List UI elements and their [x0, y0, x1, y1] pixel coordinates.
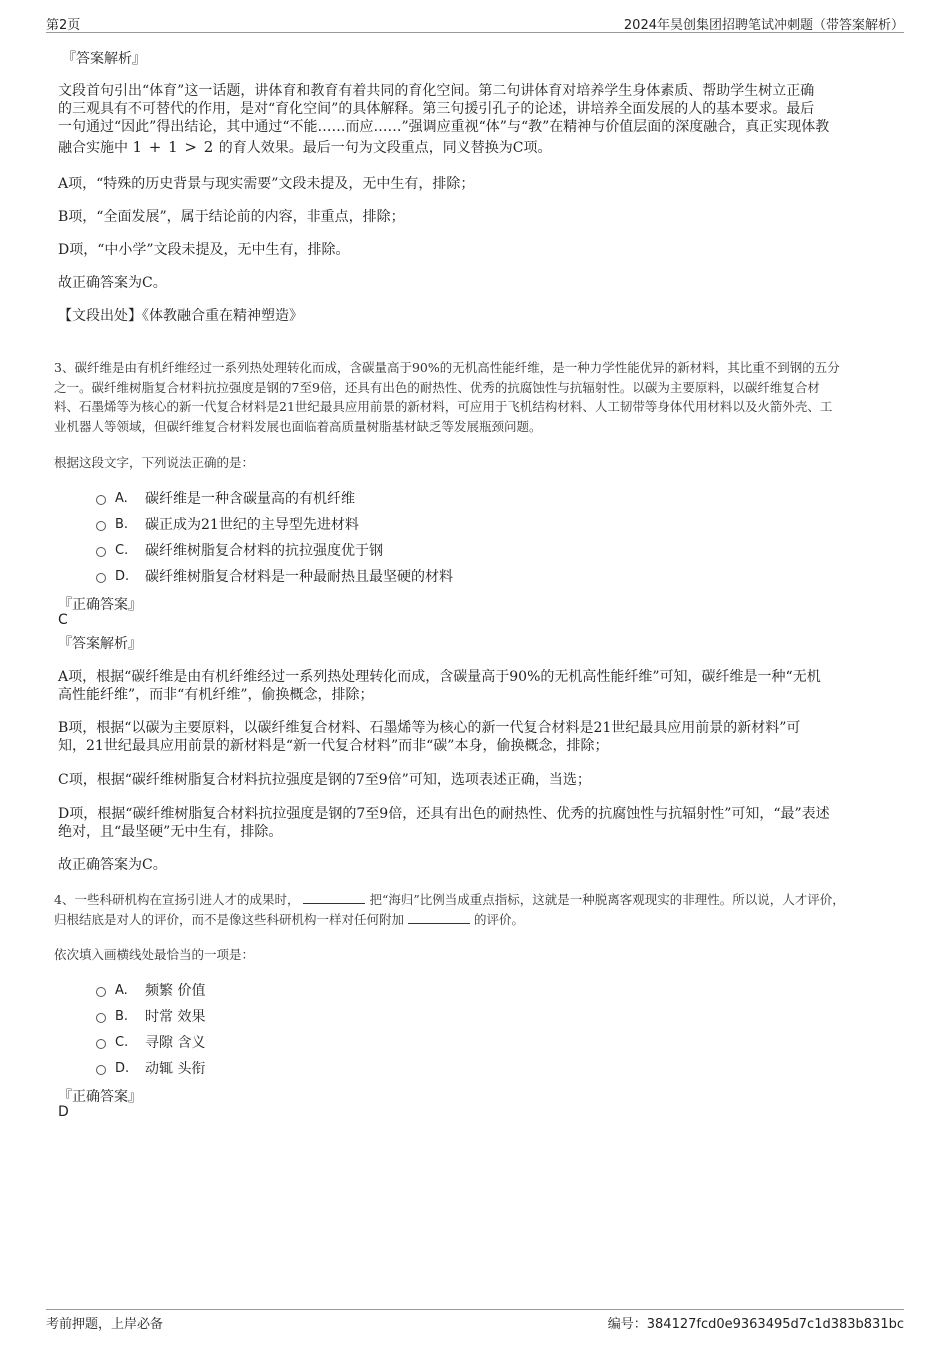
- q3-analysis-label: 『答案解析』: [58, 636, 142, 652]
- q2-conclusion: 故正确答案为C。: [58, 275, 167, 291]
- q4-text: 归根结底是对人的评价，而不是像这些科研机构一样对任何附加: [54, 911, 405, 927]
- option-letter: D.: [115, 1060, 130, 1076]
- footer-divider: [46, 1309, 904, 1310]
- q3-prompt: 根据这段文字，下列说法正确的是：: [54, 455, 255, 470]
- radio-icon[interactable]: [96, 1039, 106, 1049]
- q3-stem-line: 业机器人等领域，但碳纤维复合材料发展也面临着高质量树脂基材缺乏等发展瓶颈问题。: [54, 418, 542, 434]
- option-text: 动辄 头衔: [145, 1061, 206, 1077]
- q3-conclusion: 故正确答案为C。: [58, 857, 167, 873]
- q4-text: 的评价。: [473, 911, 524, 927]
- q2-source: 【文段出处】《体教融合重在精神塑造》: [58, 308, 303, 324]
- analysis-line: A项，根据“碳纤维是由有机纤维经过一系列热处理转化而成，含碳量高于90%的无机高性能纤维”可知，碳纤维是一种“无机: [58, 669, 821, 685]
- option-letter: A.: [115, 490, 128, 506]
- q3-analysis-b: [58, 719, 800, 755]
- q4-stem-line: [54, 910, 845, 930]
- radio-icon[interactable]: [96, 495, 106, 505]
- q2-analysis-line: 文段首句引出“体育”这一话题，讲体育和教育有着共同的育化空间。第二句讲体育对培养学生身体素质、帮助学生树立正确: [58, 83, 815, 99]
- q4-answer-label: 『正确答案』: [58, 1089, 142, 1105]
- q3-stem-line: 3、碳纤维是由有机纤维经过一系列热处理转化而成，含碳量高于90%的无机高性能纤维，是一种力学性能优异的新材料，其比重不到钢的五分: [54, 360, 840, 375]
- q4-option-c[interactable]: [96, 1032, 205, 1052]
- q4-option-d[interactable]: [96, 1058, 205, 1078]
- radio-icon[interactable]: [96, 1065, 106, 1075]
- q3-option-b[interactable]: [96, 514, 359, 534]
- option-letter: A.: [115, 982, 128, 998]
- q3-answer-label: 『正确答案』: [58, 597, 142, 613]
- analysis-line: 绝对，且“最坚硬”无中生有，排除。: [58, 824, 283, 840]
- radio-icon[interactable]: [96, 573, 106, 583]
- q2-text-after-math: 的育人效果。最后一句为文段重点，同义替换为C项。: [218, 140, 552, 156]
- option-text: 碳纤维是一种含碳量高的有机纤维: [145, 491, 355, 507]
- q4-option-b[interactable]: [96, 1006, 205, 1026]
- q2-analysis-line: 的三观具有不可替代的作用，是对“育化空间”的具体解释。第三句援引孔子的论述，讲培养全面发展的人的基本要求。最后: [58, 101, 815, 117]
- option-letter: C.: [115, 1034, 129, 1050]
- footer-slogan: 考前押题，上岸必备: [46, 1317, 164, 1332]
- q4-text: 把“海归”比例当成重点指标，这就是一种脱离客观现实的非理性。所以说，人才评价，: [369, 892, 845, 907]
- fill-blank[interactable]: [408, 912, 470, 924]
- q3-analysis-c: [58, 771, 591, 789]
- radio-icon[interactable]: [96, 521, 106, 531]
- option-text: 频繁 价值: [145, 983, 206, 999]
- q4-stem-line: [54, 890, 845, 910]
- q3-answer: C: [58, 612, 68, 628]
- q4-stem: [54, 890, 845, 929]
- analysis-line: C项，根据“碳纤维树脂复合材料抗拉强度是钢的7至9倍”可知，选项表述正确，当选；: [58, 772, 591, 788]
- analysis-line: D项，根据“碳纤维树脂复合材料抗拉强度是钢的7至9倍，还具有出色的耐热性、优秀的抗腐蚀性与抗辐射性”可知，“最”表述: [58, 806, 830, 822]
- option-letter: C.: [115, 542, 129, 558]
- option-text: 碳正成为21世纪的主导型先进材料: [145, 517, 359, 533]
- q2-analysis-line-last: [58, 138, 829, 157]
- analysis-line: B项，根据“以碳为主要原料，以碳纤维复合材料、石墨烯等为核心的新一代复合材料是21世纪最具应用前景的新材料”可: [58, 720, 801, 736]
- option-text: 碳纤维树脂复合材料是一种最耐热且最坚硬的材料: [145, 569, 453, 585]
- radio-icon[interactable]: [96, 1013, 106, 1023]
- q4-prompt: 依次填入画横线处最恰当的一项是：: [54, 947, 255, 962]
- q2-analysis-paragraph: [58, 82, 829, 157]
- q3-analysis-a: [58, 668, 821, 704]
- q3-stem-line: 料、石墨烯等为核心的新一代复合材料是21世纪最具应用前景的新材料，可应用于飞机结构材料、人工韧带等身体代用材料以及火箭外壳、工: [54, 399, 833, 414]
- fill-blank[interactable]: [303, 892, 365, 904]
- q2-analysis-line: 一句通过“因此”得出结论，其中通过“不能……而应……”强调应重视“体”与“教”在精神与价值层面的深度融合，真正实现体教: [58, 119, 830, 135]
- q2-text-before-math: 融合实施中: [58, 140, 128, 156]
- document-title: 2024年昊创集团招聘笔试冲刺题（带答案解析）: [623, 18, 904, 33]
- code-value: 384127fcd0e9363495d7c1d383b831bc: [646, 1317, 904, 1332]
- option-text: 时常 效果: [145, 1009, 206, 1025]
- option-text: 碳纤维树脂复合材料的抗拉强度优于钢: [145, 543, 383, 559]
- q2-analysis-label: 『答案解析』: [62, 51, 146, 67]
- option-text: 寻隙 含义: [145, 1035, 206, 1051]
- q4-option-a[interactable]: [96, 980, 205, 1000]
- analysis-line: 知，21世纪最具应用前景的新材料是“新一代复合材料”而非“碳”本身，偷换概念，排除；: [58, 738, 609, 754]
- option-letter: B.: [115, 516, 129, 532]
- q3-option-c[interactable]: [96, 540, 383, 560]
- option-letter: B.: [115, 1008, 129, 1024]
- code-label: 编号：: [607, 1317, 647, 1332]
- analysis-line: 高性能纤维”，而非“有机纤维”，偷换概念，排除；: [58, 687, 374, 703]
- q3-stem: [54, 358, 840, 436]
- q3-option-a[interactable]: [96, 488, 355, 508]
- q4-answer: D: [58, 1104, 69, 1120]
- q2-note-a: A项，“特殊的历史背景与现实需要”文段未提及，无中生有，排除；: [58, 176, 475, 192]
- header-divider: [46, 32, 904, 33]
- page-number: 第2页: [46, 18, 81, 33]
- q3-stem-line: 之一。碳纤维树脂复合材料抗拉强度是钢的7至9倍，还具有出色的耐热性、优秀的抗腐蚀性与抗辐射性。以碳为主要原料，以碳纤维复合材: [54, 379, 820, 395]
- q3-analysis-d: [58, 805, 830, 841]
- q2-note-b: B项，“全面发展”，属于结论前的内容，非重点，排除；: [58, 209, 405, 225]
- option-letter: D.: [115, 568, 130, 584]
- math-expression: 1 + 1 > 2: [132, 138, 215, 156]
- radio-icon[interactable]: [96, 547, 106, 557]
- document-code: [608, 1313, 904, 1332]
- q3-option-d[interactable]: [96, 566, 453, 586]
- q4-text: 4、一些科研机构在宣扬引进人才的成果时，: [54, 892, 300, 907]
- radio-icon[interactable]: [96, 987, 106, 997]
- q2-note-d: D项，“中小学”文段未提及，无中生有，排除。: [58, 242, 350, 258]
